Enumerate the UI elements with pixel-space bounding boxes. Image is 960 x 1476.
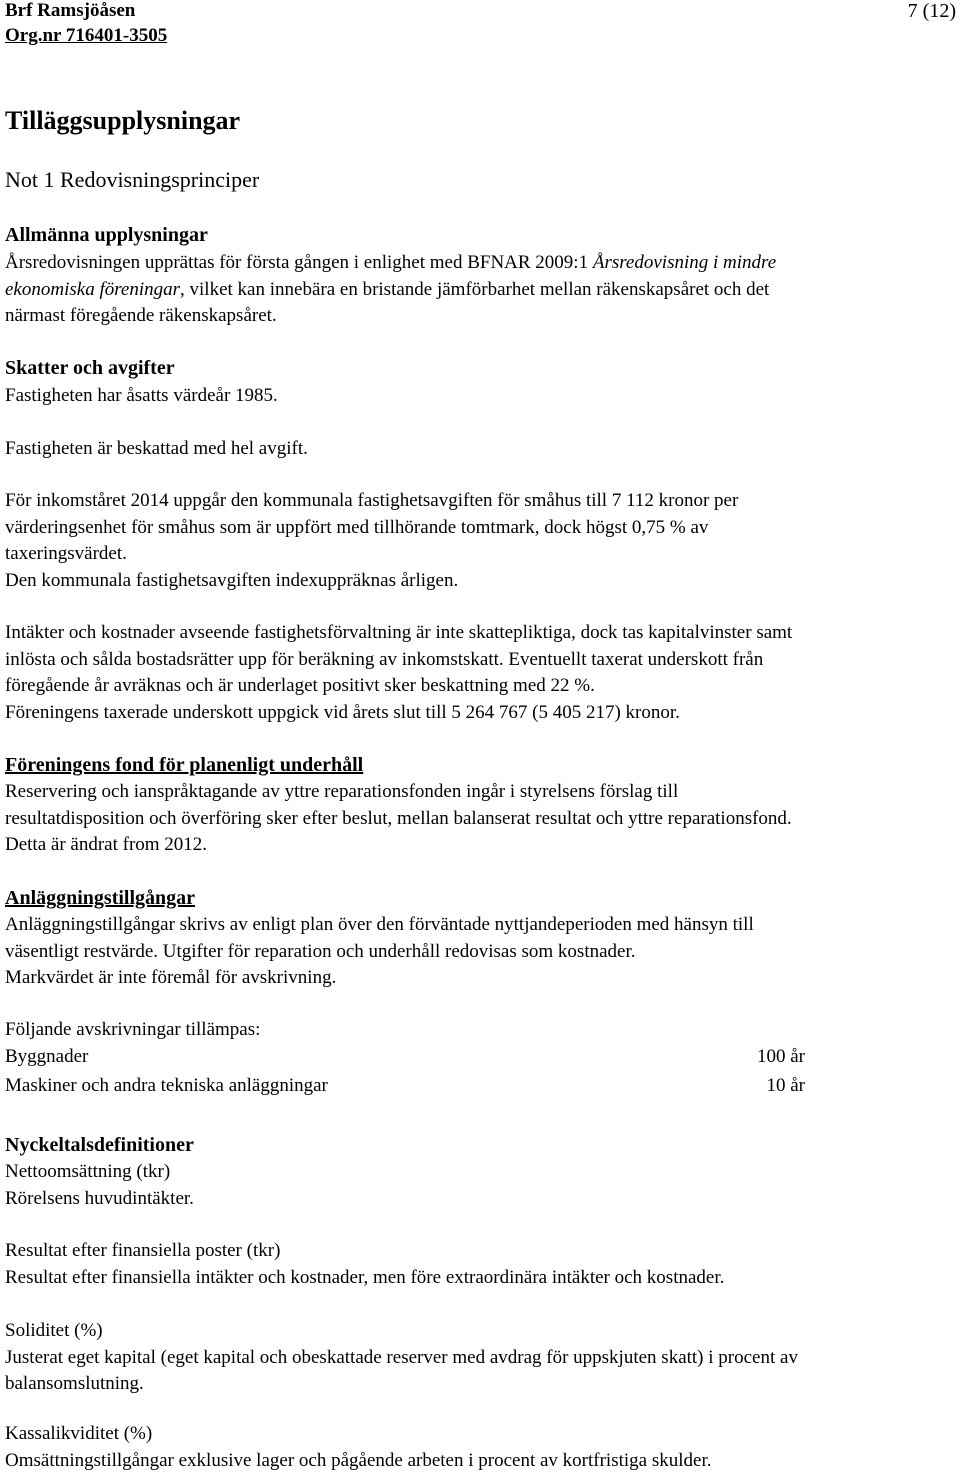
italic-text: ekonomiska föreningar [5, 278, 181, 300]
depreciation-label: Maskiner och andra tekniska anläggningar [5, 1075, 328, 1096]
section-heading-fixed-assets: Anläggningstillgångar [5, 887, 196, 909]
text-line: Föreningens taxerade underskott uppgick vid årets slut till 5 264 767 (5 405 217) kronor. [5, 701, 680, 723]
text-line: Detta är ändrat from 2012. [5, 834, 208, 855]
section-heading-general: Allmänna upplysningar [5, 224, 208, 246]
key-ratio-definition: Rörelsens huvudintäkter. [5, 1187, 194, 1209]
text-line: taxeringsvärdet. [5, 543, 127, 564]
text-line: inlösta och sålda bostadsrätter upp för beräkning av inkomstskatt. Eventuellt taxerat underskott från [5, 648, 764, 670]
section-heading-key-ratios: Nyckeltalsdefinitioner [5, 1134, 194, 1156]
text-line: väsentligt restvärde. Utgifter för reparation och underhåll redovisas som kostnader. [5, 940, 636, 962]
paragraph-maintenance-fund [5, 779, 792, 859]
note-title: Not 1 Redovisningsprinciper [5, 167, 260, 192]
key-ratio-definition: Justerat eget kapital (eget kapital och obeskattade reserver med avdrag för uppskjuten skatt) i procent av [5, 1346, 798, 1368]
key-ratio-definition: Resultat efter finansiella intäkter och kostnader, men före extraordinära intäkter och kostnader. [5, 1266, 725, 1288]
text-line: närmast föregående räkenskapsåret. [5, 305, 277, 326]
text-line [5, 250, 776, 277]
text-line [5, 277, 776, 304]
key-ratio-term: Resultat efter finansiella poster (tkr) [5, 1240, 281, 1261]
paragraph-tax-liability [5, 620, 792, 726]
key-ratio-item [5, 1421, 711, 1474]
text-line: Den kommunala fastighetsavgiften indexuppräknas årligen. [5, 569, 459, 591]
text-line: värderingsenhet för småhus som är uppfört med tillhörande tomtmark, dock högst 0,75 % av [5, 516, 709, 538]
key-ratio-term: Soliditet (%) [5, 1320, 103, 1341]
text-line: föregående år avräknas och är underlaget positivt sker beskattning med 22 %. [5, 675, 595, 696]
section-heading-maintenance-fund: Föreningens fond för planenligt underhåll [5, 754, 364, 776]
text-segment: Årsredovisningen upprättas för första gången i enlighet med BFNAR 2009:1 [5, 252, 593, 273]
depreciation-intro: Följande avskrivningar tillämpas: [5, 1019, 261, 1040]
text-line: resultatdisposition och överföring sker efter beslut, mellan balanserat resultat och yttre reparationsfond. [5, 807, 792, 829]
organization-name: Brf Ramsjöåsen [5, 0, 136, 21]
text-line: För inkomståret 2014 uppgår den kommunala fastighetsavgiften för småhus till 7 112 kronor per [5, 490, 739, 511]
key-ratio-definition: Omsättningstillgångar exklusive lager och pågående arbeten i procent av kortfristiga skulder. [5, 1449, 712, 1471]
section-heading-taxes: Skatter och avgifter [5, 357, 175, 379]
paragraph-fixed-assets [5, 912, 754, 992]
text-line: Markvärdet är inte föremål för avskrivning. [5, 967, 337, 988]
key-ratio-item [5, 1238, 724, 1291]
depreciation-value: 100 år [756, 1046, 805, 1067]
page-title: Tilläggsupplysningar [5, 106, 241, 135]
text-segment: , vilket kan innebära en bristande jämförbarhet mellan räkenskapsåret och det [180, 278, 770, 300]
key-ratio-definition: balansomslutning. [5, 1373, 144, 1394]
text-line: Reservering och ianspråktagande av yttre reparationsfonden ingår i styrelsens förslag till [5, 781, 679, 802]
italic-text: Årsredovisning i mindre [592, 252, 777, 273]
text-line: Intäkter och kostnader avseende fastighetsförvaltning är inte skattepliktiga, dock tas kapitalvinster samt [5, 622, 793, 643]
key-ratio-term: Kassalikviditet (%) [5, 1423, 153, 1444]
organization-number: Org.nr 716401-3505 [5, 25, 168, 46]
paragraph-property-fee [5, 488, 738, 594]
depreciation-value: 10 år [766, 1075, 805, 1096]
paragraph-general [5, 250, 776, 330]
page-number: 7 (12) [907, 0, 956, 22]
text-line: Fastigheten är beskattad med hel avgift. [5, 438, 308, 459]
key-ratio-item [5, 1318, 798, 1398]
text-line: Fastigheten har åsatts värdeår 1985. [5, 385, 278, 406]
depreciation-label: Byggnader [5, 1046, 89, 1067]
key-ratio-term: Nettoomsättning (tkr) [5, 1161, 171, 1182]
text-line: Anläggningstillgångar skrivs av enligt plan över den förväntade nyttjandeperioden med hänsyn till [5, 914, 754, 935]
key-ratio-item [5, 1159, 194, 1212]
